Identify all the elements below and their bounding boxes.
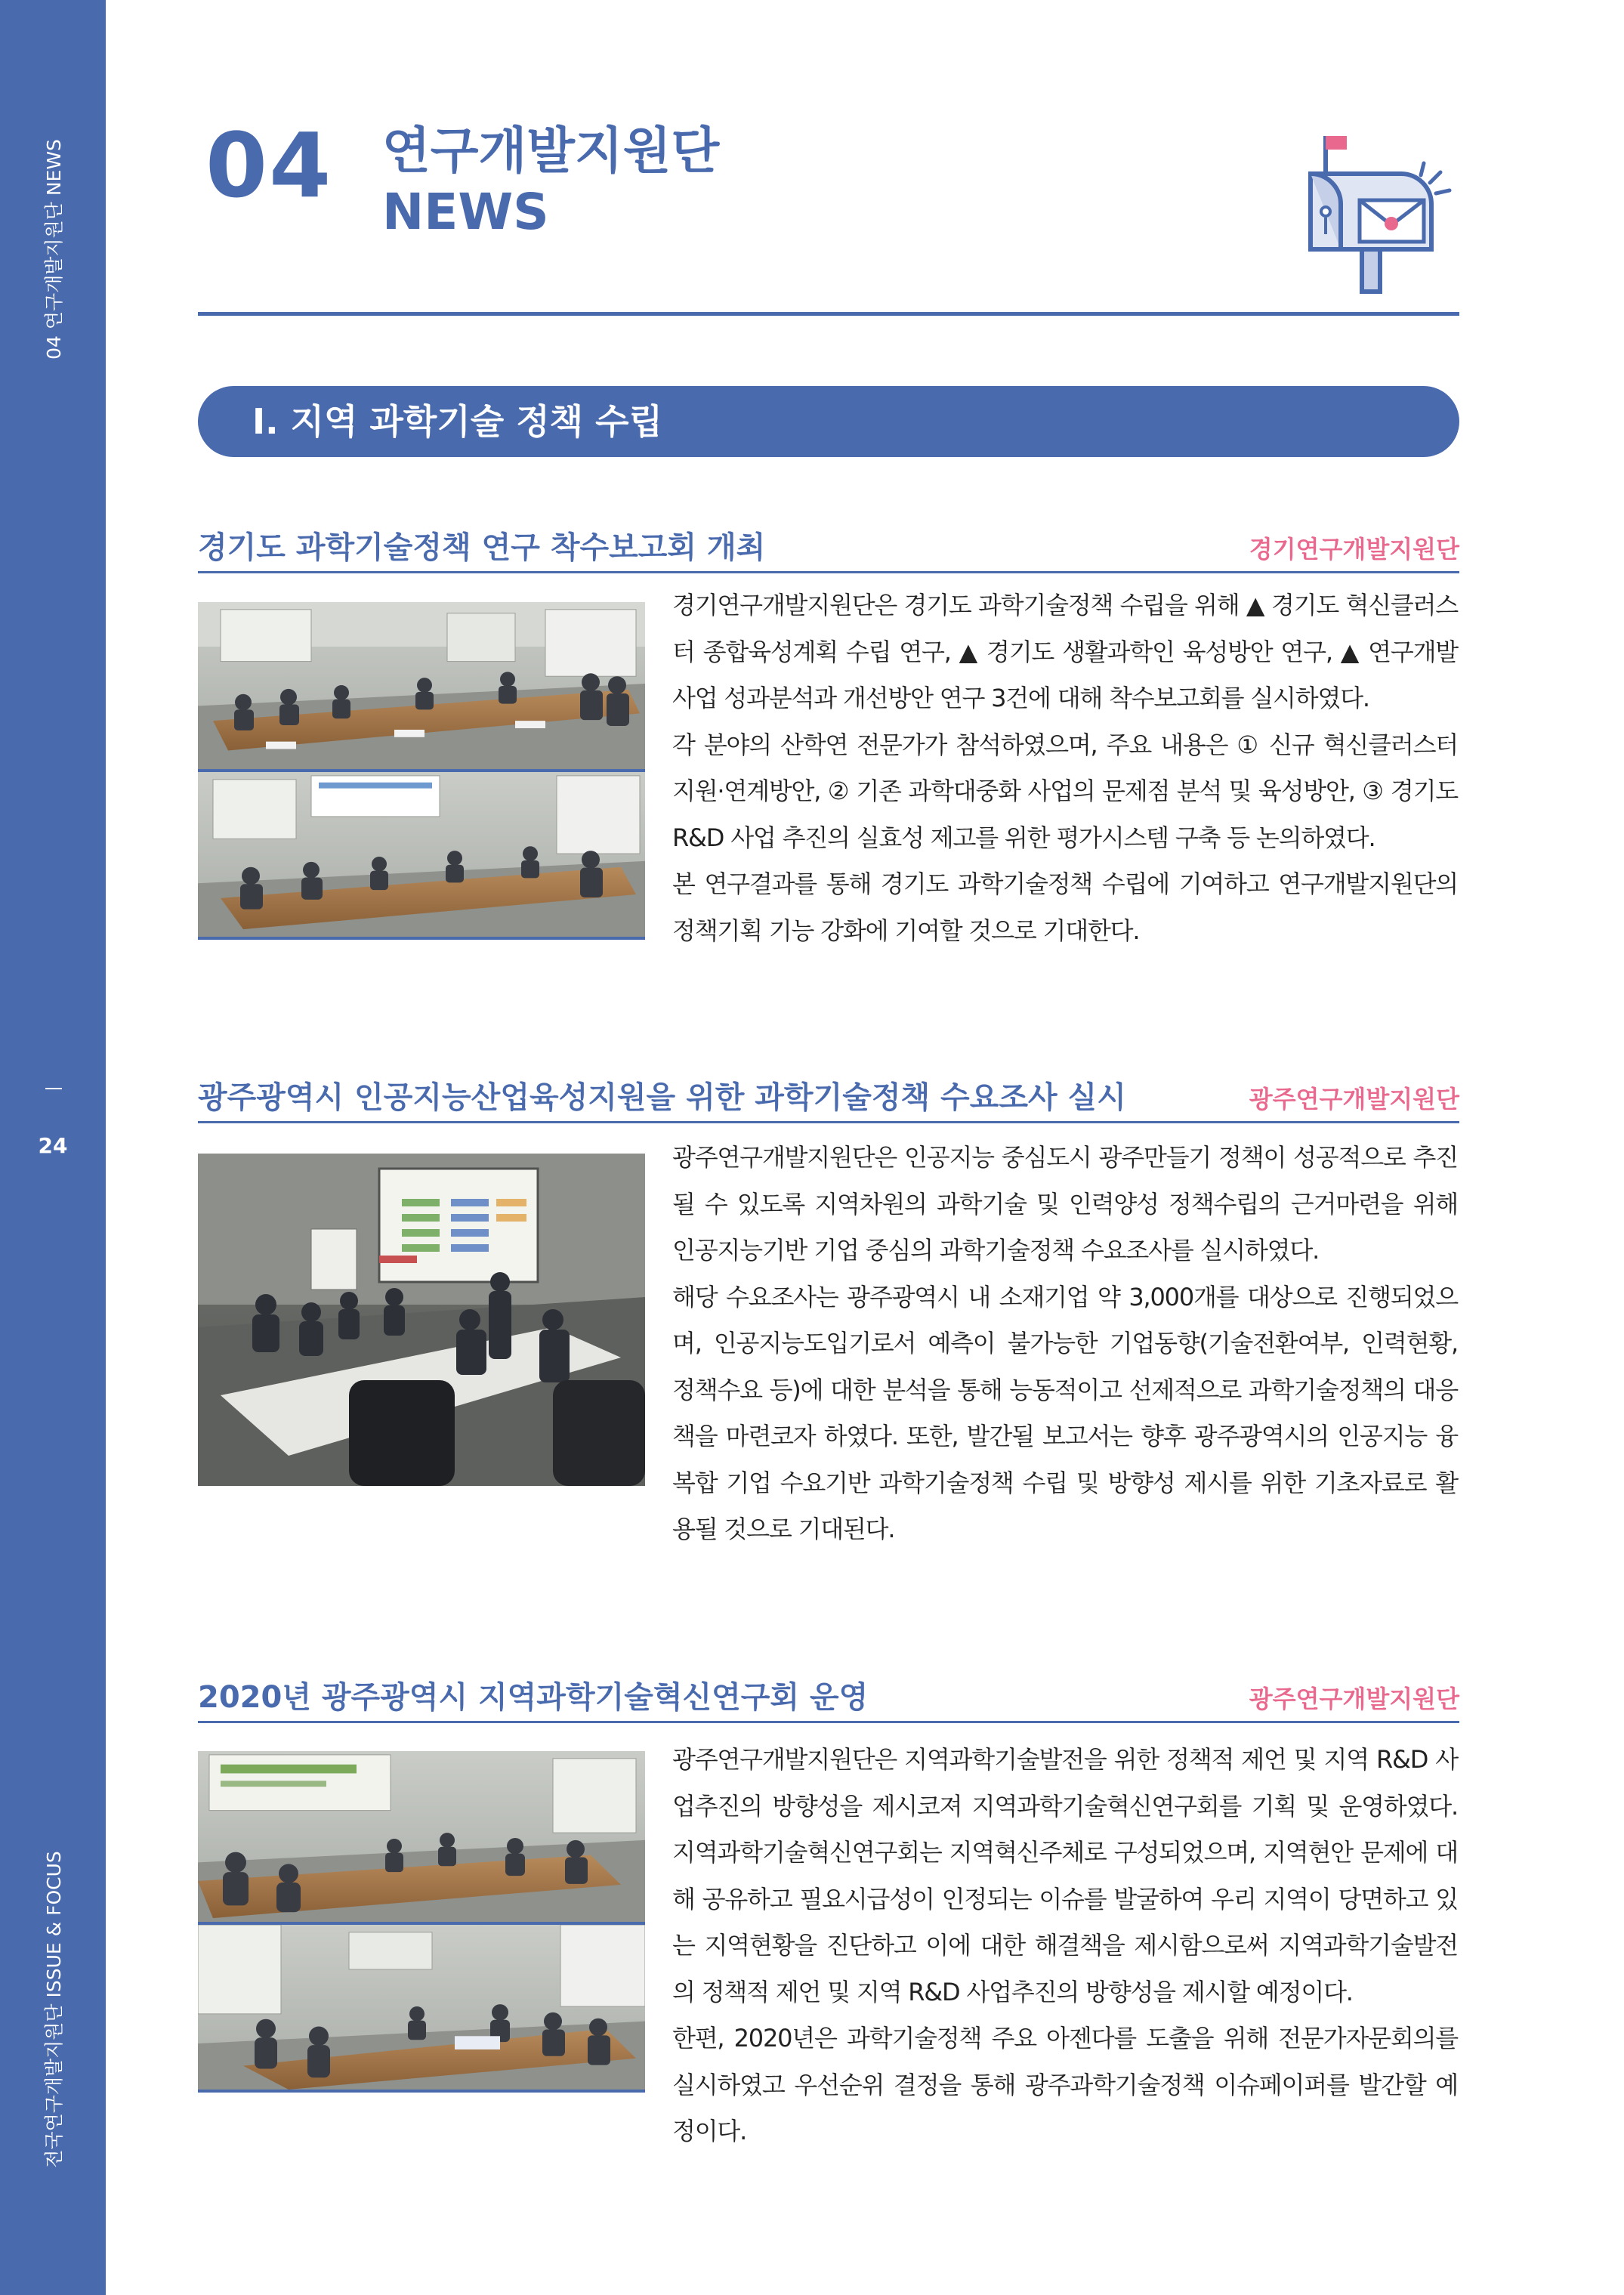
article-paragraph: 경기연구개발지원단은 경기도 과학기술정책 수립을 위해 ▲ 경기도 혁신클러스터 종합육성계획 수립 연구, ▲ 경기도 생활과학인 육성방안 연구, ▲ 연구개발사업 성과분석과 개선방안 연구 3건에 대해 착수보고회를 실시하였다.	[672, 591, 1458, 712]
sidebar-section-label: 04 연구개발지원단 NEWS	[43, 139, 65, 360]
article-org: 경기연구개발지원단	[1249, 535, 1459, 564]
article-body	[672, 1135, 1458, 1553]
article-header	[198, 526, 1459, 573]
article-paragraph: 한편, 2020년은 과학기술정책 주요 아젠다를 도출을 위해 전문가자문회의를 실시하였고 우선순위 결정을 통해 광주과학기술정책 이슈페이퍼를 발간할 예정이다.	[672, 2024, 1458, 2145]
survey-meeting-photo	[198, 1154, 645, 1486]
meeting-photo	[198, 772, 645, 940]
meeting-photo	[198, 602, 645, 772]
section-banner	[198, 386, 1459, 457]
article-title: 경기도 과학기술정책 연구 착수보고회 개최	[198, 530, 766, 565]
article-header	[198, 1076, 1459, 1123]
article-title: 광주광역시 인공지능산업육성지원을 위한 과학기술정책 수요조사 실시	[198, 1080, 1126, 1115]
page-number: 24	[38, 1133, 68, 1158]
chapter-title-line2: NEWS	[382, 182, 549, 241]
article-paragraph: 광주연구개발지원단은 지역과학기술발전을 위한 정책적 제언 및 지역 R&D 사업추진의 방향성을 제시코져 지역과학기술혁신연구회를 기획 및 운영하였다. 지역과학기술혁신연구회는 지역혁신주체로 구성되었으며, 지역현안 문제에 대해 공유하고 필요시급성이 인정되는 이슈를 발굴하여 우리 지역이 당면하고 있는 지역현황을 진단하고 이에 대한 해결책을 제시함으로써 지역과학기술발전의 정책적 제언 및 지역 R&D 사업추진의 방향성을 제시할 예정이다.	[672, 1745, 1458, 2006]
header-rule	[198, 312, 1459, 316]
page-number-divider	[45, 1088, 62, 1089]
research-group-photo	[198, 1925, 645, 2093]
sidebar	[0, 0, 106, 2295]
article-body	[672, 1737, 1458, 2155]
chapter-title	[382, 121, 719, 242]
article-org: 광주연구개발지원단	[1249, 1685, 1459, 1713]
article-paragraph: 해당 수요조사는 광주광역시 내 소재기업 약 3,000개를 대상으로 진행되었으며, 인공지능도입기로서 예측이 불가능한 기업동향(기술전환여부, 인력현황, 정책수요 등)에 대한 분석을 통해 능동적이고 선제적으로 과학기술정책의 대응책을 마련코자 하였다. 또한, 발간될 보고서는 향후 광주광역시의 인공지능 융복합 기업 수요기반 과학기술정책 수립 및 방향성 제시를 위한 기초자료로 활용될 것으로 기대된다.	[672, 1282, 1458, 1543]
article-org: 광주연구개발지원단	[1249, 1085, 1459, 1114]
section-title: Ⅰ. 지역 과학기술 정책 수립	[252, 401, 663, 442]
article-paragraph: 각 분야의 산학연 전문가가 참석하였으며, 주요 내용은 ① 신규 혁신클러스터 지원·연계방안, ② 기존 과학대중화 사업의 문제점 분석 및 육성방안, ③ 경기도 R&D 사업 추진의 실효성 제고를 위한 평가시스템 구축 등 논의하였다.	[672, 730, 1458, 852]
article-paragraph: 광주연구개발지원단은 인공지능 중심도시 광주만들기 정책이 성공적으로 추진될 수 있도록 지역차원의 과학기술 및 인력양성 정책수립의 근거마련을 위해 인공지능기반 기업 중심의 과학기술정책 수요조사를 실시하였다.	[672, 1143, 1458, 1265]
chapter-number: 04	[205, 113, 333, 218]
article-paragraph: 본 연구결과를 통해 경기도 과학기술정책 수립에 기여하고 연구개발지원단의 정책기획 기능 강화에 기여할 것으로 기대한다.	[672, 870, 1458, 945]
article-title: 2020년 광주광역시 지역과학기술혁신연구회 운영	[198, 1680, 869, 1715]
sidebar-publication-label: 전국연구개발지원단 ISSUE & FOCUS	[43, 1851, 65, 2168]
article-body	[672, 582, 1458, 954]
mailbox-icon	[1280, 128, 1454, 295]
research-group-photo	[198, 1751, 645, 1925]
chapter-title-line1: 연구개발지원단	[382, 122, 720, 180]
article-header	[198, 1676, 1459, 1723]
